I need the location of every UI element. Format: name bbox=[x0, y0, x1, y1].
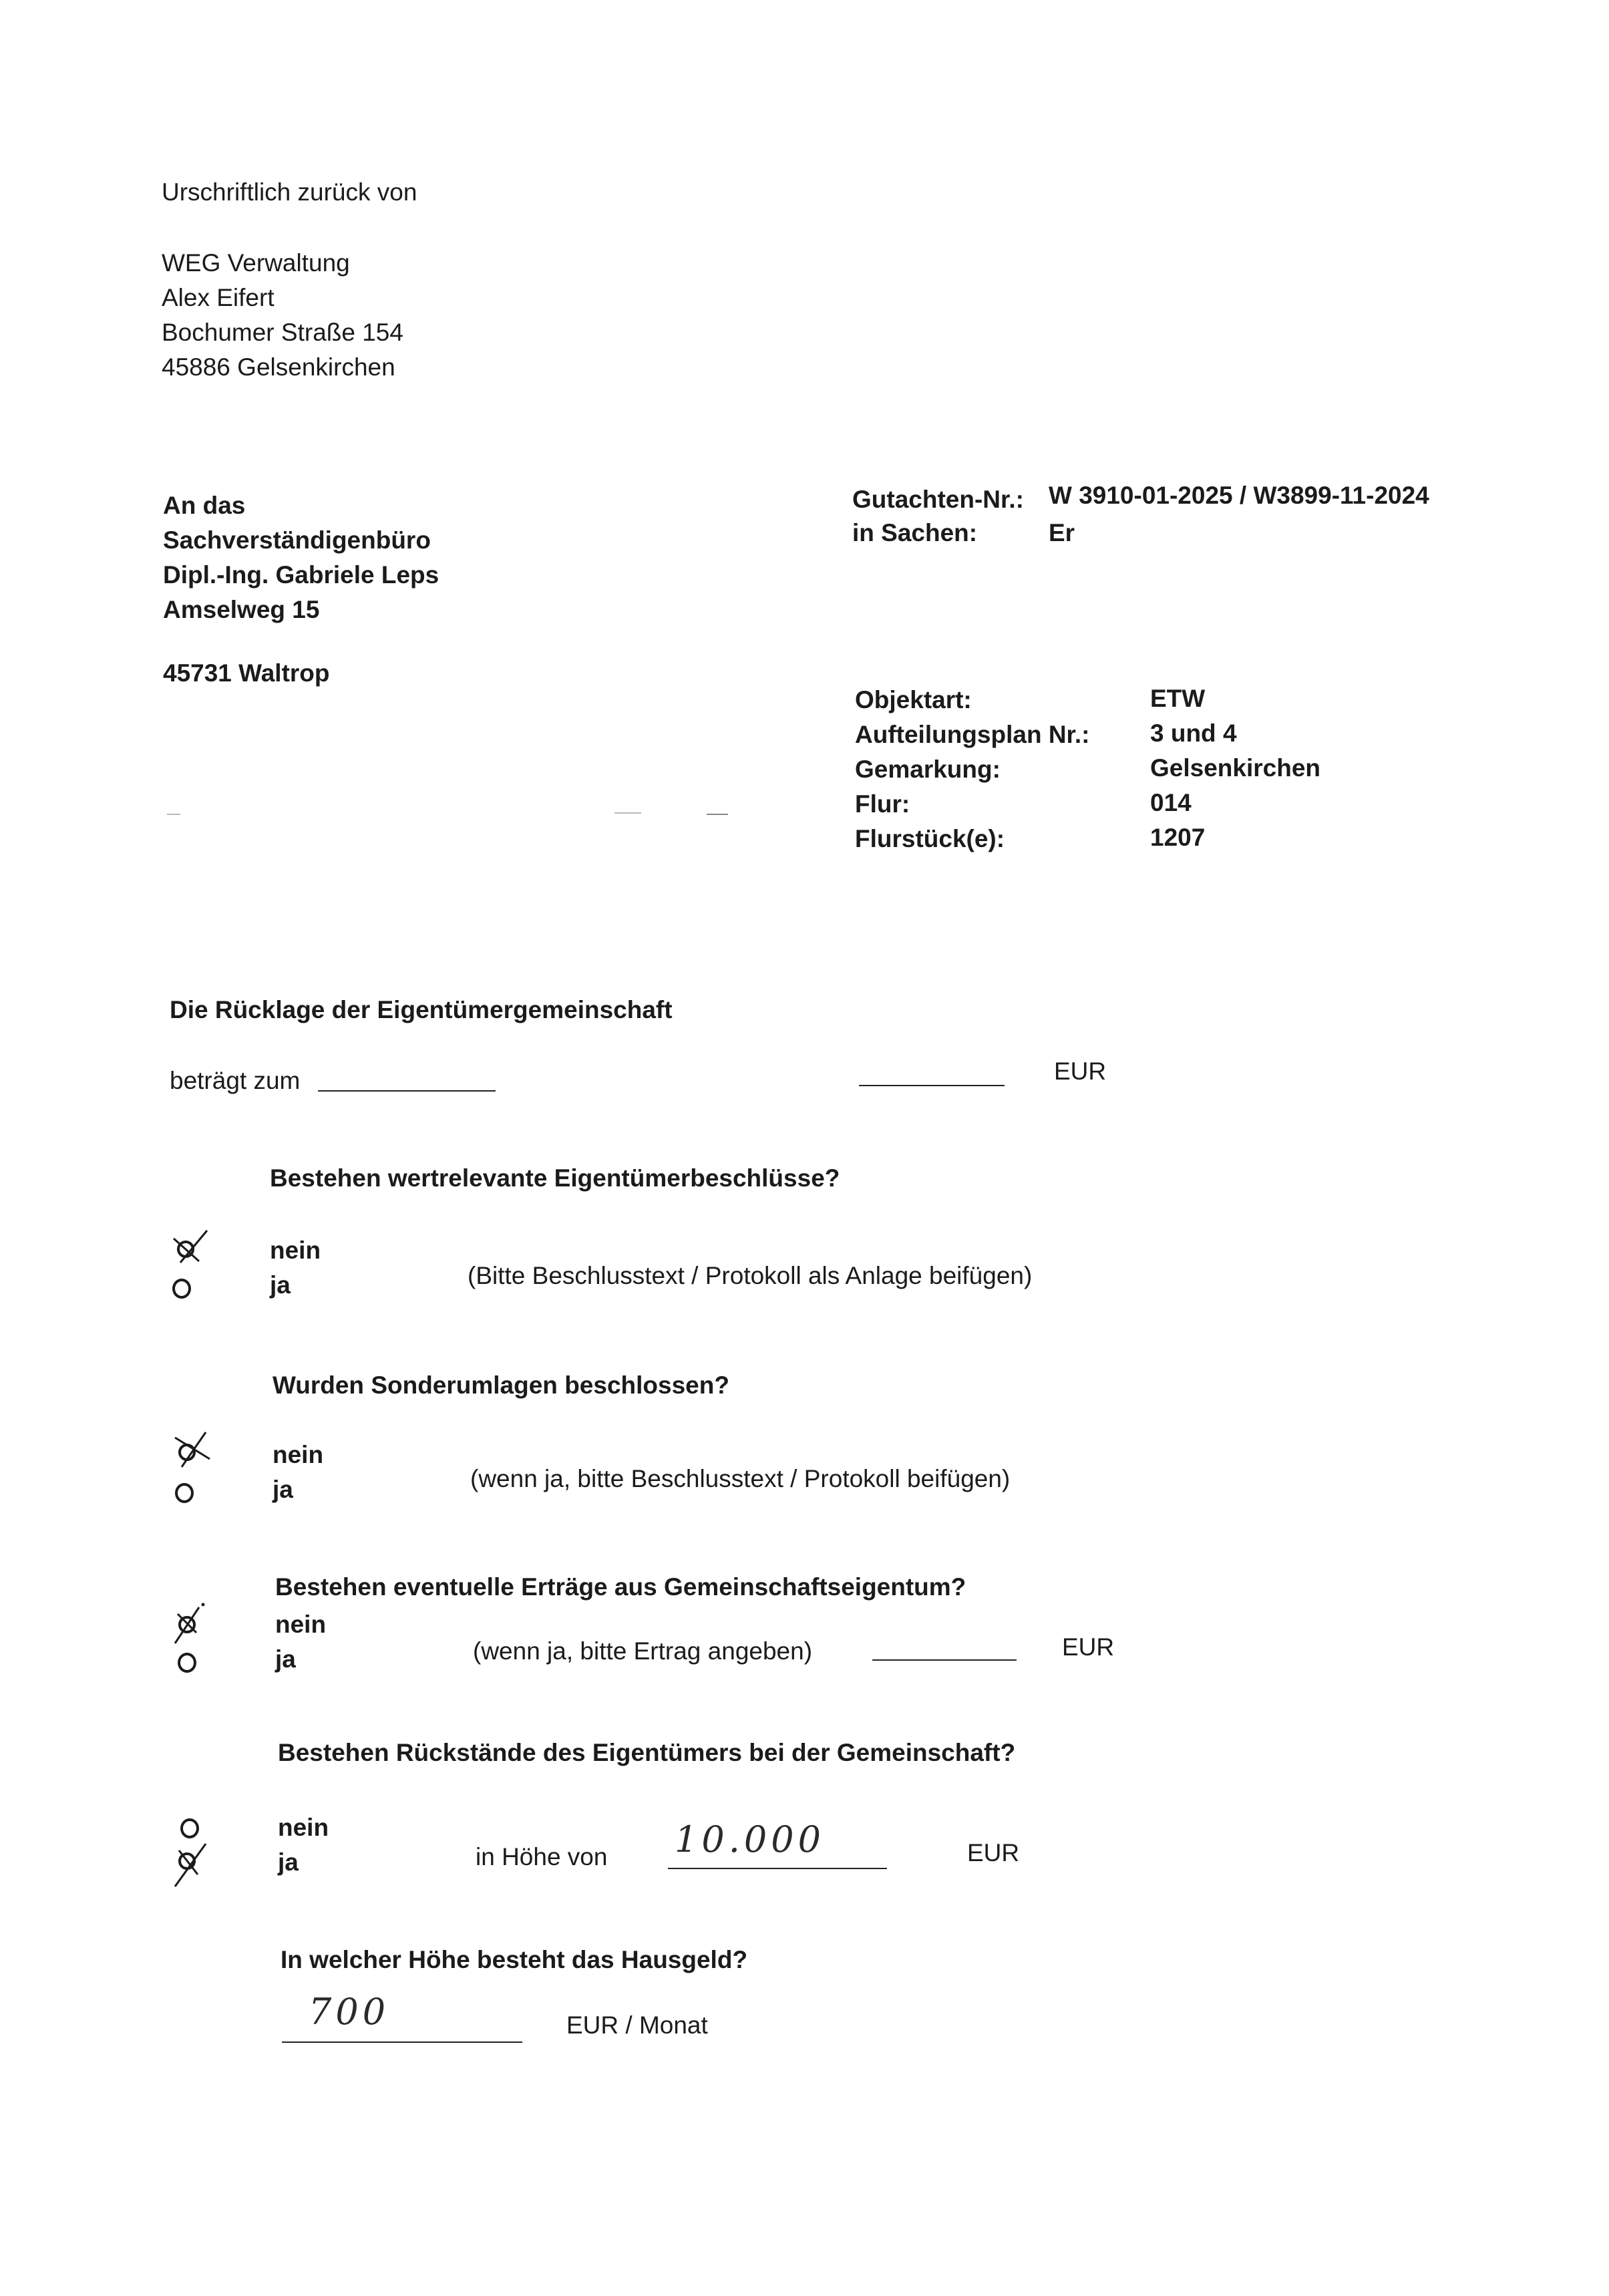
q3-question: Bestehen eventuelle Erträge aus Gemeinschaftseigentum? bbox=[275, 1573, 966, 1601]
q3-nein-label: nein bbox=[275, 1611, 327, 1638]
q3-nein-cross-icon bbox=[166, 1601, 212, 1647]
sender-line: Bochumer Straße 154 bbox=[162, 319, 403, 346]
q4-ja-label: ja bbox=[278, 1848, 299, 1876]
object-label: Aufteilungsplan Nr.: bbox=[855, 721, 1090, 748]
q1-note: (Bitte Beschlusstext / Protokoll als Anlage beifügen) bbox=[468, 1262, 1033, 1289]
q2-question: Wurden Sonderumlagen beschlossen? bbox=[273, 1371, 729, 1399]
reserve-currency: EUR bbox=[1054, 1057, 1107, 1085]
q4-amount-line bbox=[668, 1868, 887, 1869]
object-value: Gelsenkirchen bbox=[1150, 754, 1321, 782]
q2-nein-label: nein bbox=[273, 1441, 324, 1468]
q4-ja-cross-icon bbox=[166, 1841, 212, 1891]
q2-note: (wenn ja, bitte Beschlusstext / Protokoll beifügen) bbox=[470, 1465, 1011, 1492]
reserve-heading: Die Rücklage der Eigentümergemeinschaft bbox=[170, 996, 673, 1023]
object-label: Gemarkung: bbox=[855, 756, 1001, 783]
recipient-city: 45731 Waltrop bbox=[163, 659, 330, 687]
q1-nein-label: nein bbox=[270, 1237, 321, 1264]
reserve-date-label: beträgt zum bbox=[170, 1067, 301, 1094]
object-label: Flurstück(e): bbox=[855, 825, 1005, 852]
recipient-line: Dipl.-Ing. Gabriele Leps bbox=[163, 561, 439, 589]
q3-currency: EUR bbox=[1062, 1633, 1115, 1661]
q4-nein-radio[interactable] bbox=[180, 1818, 199, 1838]
scan-speck bbox=[614, 812, 641, 814]
q4-question: Bestehen Rückstände des Eigentümers bei der Gemeinschaft? bbox=[278, 1739, 1016, 1766]
q4-nein-label: nein bbox=[278, 1814, 329, 1841]
q5-unit: EUR / Monat bbox=[566, 2011, 708, 2039]
q1-question: Bestehen wertrelevante Eigentümerbeschlüsse? bbox=[270, 1164, 840, 1192]
sender-address bbox=[162, 246, 403, 385]
q2-nein-cross-icon bbox=[168, 1430, 215, 1470]
scan-speck bbox=[707, 814, 728, 815]
q4-amount-label: in Höhe von bbox=[476, 1843, 608, 1870]
q3-ja-label: ja bbox=[275, 1645, 296, 1673]
q3-ja-radio[interactable] bbox=[178, 1653, 196, 1673]
object-labels bbox=[855, 683, 1090, 856]
q2-ja-label: ja bbox=[273, 1476, 293, 1503]
object-values bbox=[1150, 681, 1320, 855]
object-value: 1207 bbox=[1150, 824, 1206, 851]
object-value: ETW bbox=[1150, 685, 1206, 712]
object-value: 014 bbox=[1150, 789, 1192, 816]
gutachten-label: Gutachten-Nr.: bbox=[852, 486, 1024, 513]
in-sachen-value: Er bbox=[1049, 519, 1075, 546]
object-label: Objektart: bbox=[855, 686, 972, 713]
q5-question: In welcher Höhe besteht das Hausgeld? bbox=[281, 1946, 748, 1973]
reserve-amount-line bbox=[859, 1085, 1005, 1086]
return-note: Urschriftlich zurück von bbox=[162, 178, 417, 206]
q1-nein-cross-icon bbox=[167, 1226, 214, 1267]
q1-ja-label: ja bbox=[270, 1271, 291, 1299]
sender-line: Alex Eifert bbox=[162, 284, 275, 311]
object-label: Flur: bbox=[855, 790, 910, 818]
in-sachen-label: in Sachen: bbox=[852, 519, 978, 546]
q5-amount-line bbox=[282, 2041, 522, 2043]
gutachten-value: W 3910-01-2025 / W3899-11-2024 bbox=[1049, 482, 1429, 509]
recipient-line: Amselweg 15 bbox=[163, 596, 320, 623]
recipient-line: An das bbox=[163, 492, 246, 519]
object-value: 3 und 4 bbox=[1150, 719, 1237, 747]
q3-amount-line bbox=[872, 1659, 1017, 1661]
q3-note: (wenn ja, bitte Ertrag angeben) bbox=[473, 1637, 813, 1665]
reserve-date-line bbox=[318, 1090, 496, 1092]
sender-line: 45886 Gelsenkirchen bbox=[162, 353, 395, 381]
recipient-address bbox=[163, 488, 439, 627]
scan-speck bbox=[167, 814, 180, 815]
q1-ja-radio[interactable] bbox=[172, 1279, 191, 1299]
sender-line: WEG Verwaltung bbox=[162, 249, 350, 277]
q5-amount-value: 700 bbox=[309, 1991, 390, 2033]
recipient-line: Sachverständigenbüro bbox=[163, 526, 431, 554]
q4-currency: EUR bbox=[967, 1839, 1020, 1866]
q4-amount-value: 10.000 bbox=[675, 1818, 825, 1860]
q2-ja-radio[interactable] bbox=[175, 1483, 194, 1503]
